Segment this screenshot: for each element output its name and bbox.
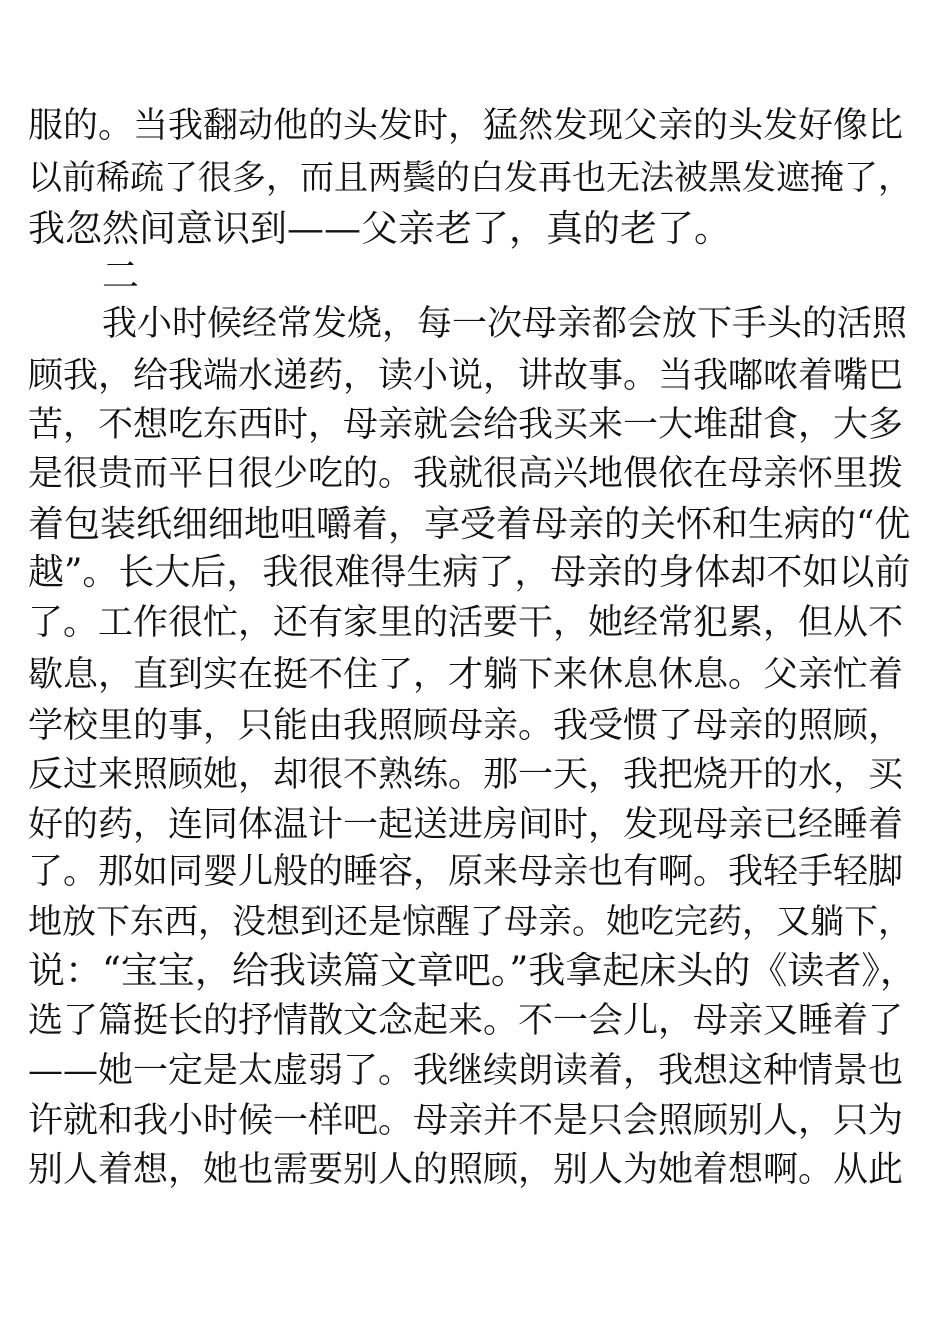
- text-line-7: 苦，不想吃东西时，母亲就会给我买来一大堆甜食，大多: [28, 405, 904, 445]
- text-line-10: 越”。长大后，我很难得生病了，母亲的身体却不如以前: [28, 552, 911, 593]
- text-line-17: 地放下东西，没想到还是惊醒了母亲。她吃完药，又躺下，: [28, 902, 912, 942]
- text-line-6: 顾我，给我端水递药，读小说，讲故事。当我嘟哝着嘴巴: [28, 356, 904, 396]
- text-line-18: 说：“宝宝，给我读篇文章吧。”我拿起床头的《读者》，: [28, 949, 917, 992]
- text-line-15: 好的药，连同体温计一起送进房间时，发现母亲已经睡着: [28, 805, 904, 845]
- text-line-1: 服的。当我翻动他的头发时，猛然发现父亲的头发好像比: [28, 106, 904, 146]
- text-line-2: 以前稀疏了很多，而且两鬓的白发再也无法被黑发遮掩了，: [28, 158, 912, 198]
- text-line-22: 别人着想，她也需要别人的照顾，别人为她着想啊。从此: [28, 1150, 904, 1190]
- text-line-8: 是很贵而平日很少吃的。我就很高兴地偎依在母亲怀里拨: [28, 454, 904, 494]
- text-line-9: 着包装纸细细地咀嚼着，享受着母亲的关怀和生病的“优: [28, 504, 911, 545]
- section-heading: 二: [102, 254, 139, 297]
- text-line-19: 选了篇挺长的抒情散文念起来。不一会儿，母亲又睡着了: [28, 1001, 904, 1041]
- text-line-16: 了。那如同婴儿般的睡容，原来母亲也有啊。我轻手轻脚: [28, 852, 904, 892]
- text-line-20: ——她一定是太虚弱了。我继续朗读着，我想这种情景也: [28, 1051, 904, 1091]
- text-line-13: 学校里的事，只能由我照顾母亲。我受惯了母亲的照顾，: [28, 706, 904, 746]
- paragraph-first-line: 我小时候经常发烧，每一次母亲都会放下手头的活照: [102, 304, 908, 344]
- text-line-3: 我忽然间意识到——父亲老了，真的老了。: [28, 207, 731, 250]
- text-line-11: 了。工作很忙，还有家里的活要干，她经常犯累，但从不: [28, 603, 904, 643]
- text-line-12: 歇息，直到实在挺不住了，才躺下来休息休息。父亲忙着: [28, 655, 904, 695]
- text-line-21: 许就和我小时候一样吧。母亲并不是只会照顾别人，只为: [28, 1101, 904, 1141]
- text-line-14: 反过来照顾她，却很不熟练。那一天，我把烧开的水，买: [28, 755, 904, 795]
